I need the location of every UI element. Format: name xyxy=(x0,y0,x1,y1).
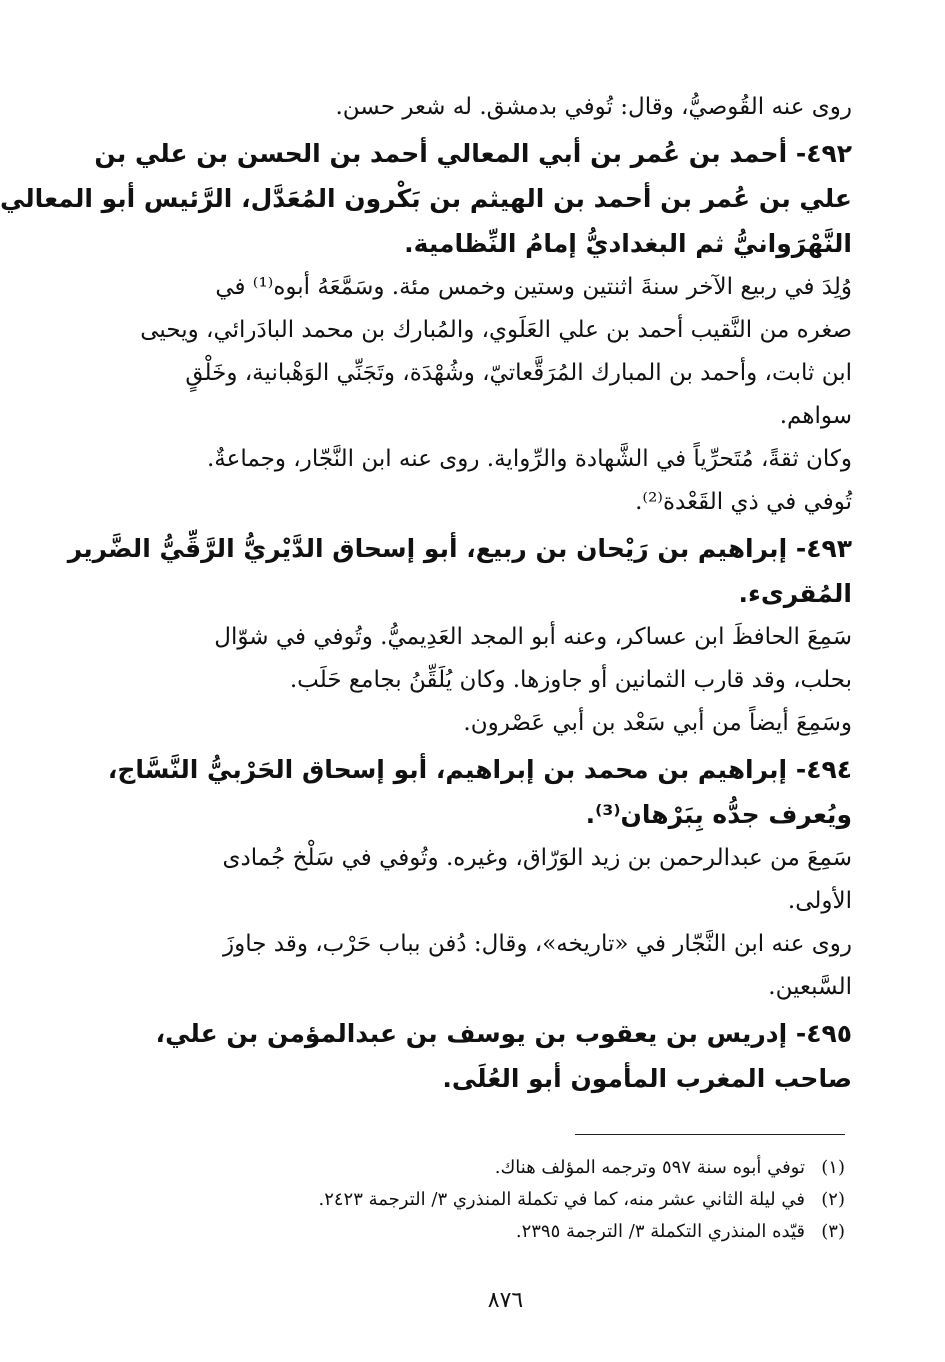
text-line: روى عنه القُوصيُّ، وقال: تُوفي بدمشق. له شعر حسن. xyxy=(335,94,852,120)
text-line: صغره من النَّقيب أحمد بن علي العَلَوي، والمُبارك بن محمد البادَرائي، ويحيى xyxy=(140,317,852,343)
footnote-text: في ليلة الثاني عشر منه، كما في تكملة المنذري ٣/ الترجمة ٢٤٢٣. xyxy=(318,1189,805,1210)
heading-line: ٤٩٣- إبراهيم بن رَيْحان بن ربيع، أبو إسحاق الدَّيْريُّ الرَّقِّيُّ الضَّرير xyxy=(67,534,852,563)
footnote xyxy=(205,1184,845,1216)
heading-line: علي بن عُمر بن أحمد بن الهيثم بن بَكْرون المُعَدَّل، الرَّئيس أبو المعالي xyxy=(0,184,852,213)
footnote xyxy=(205,1216,845,1248)
heading-line: النَّهْرَوانيُّ ثم البغداديُّ إمامُ النِّظامية. xyxy=(404,229,852,258)
text-line: روى عنه ابن النَّجّار في «تاريخه»، وقال: دُفن بباب حَرْب، وقد جاوزَ xyxy=(223,931,852,957)
heading-line: المُقرىء. xyxy=(738,579,852,608)
paragraph-body xyxy=(100,616,852,702)
text-line: السَّبعين. xyxy=(768,974,852,1000)
paragraph-body xyxy=(100,837,852,923)
footnote-text: توفي أبوه سنة ٥٩٧ وترجمه المؤلف هناك. xyxy=(494,1157,805,1178)
heading-line: ٤٩٢- أحمد بن عُمر بن أبي المعالي أحمد بن الحسن بن علي بن xyxy=(94,139,852,168)
entry-heading-493 xyxy=(67,526,852,616)
page-number: ٨٧٦ xyxy=(487,1288,524,1313)
paragraph-body xyxy=(100,438,852,524)
heading-line: صاحب المغرب المأمون أبو العُلَى. xyxy=(442,1064,852,1093)
text-line: وسَمِعَ أيضاً من أبي سَعْد بن أبي عَصْرون. xyxy=(463,710,852,736)
footnote-marker: (١) xyxy=(821,1157,845,1178)
text-line: سَمِعَ الحافظَ ابن عساكر، وعنه أبو المجد العَدِيميُّ. وتُوفي في شوّال xyxy=(214,624,852,650)
entry-heading-492 xyxy=(0,131,852,266)
text-line: وكان ثقةً، مُتَحرِّياً في الشَّهادة والرِّواية. روى عنه ابن النَّجّار، وجماعةٌ. xyxy=(206,446,852,472)
entry-heading-495 xyxy=(100,1011,852,1101)
text-line: وُلِدَ في ربيع الآخر سنةَ اثنتين وستين وخمس مئة. وسَمَّعَهُ أبوه⁽¹⁾ في xyxy=(215,274,852,300)
paragraph-body xyxy=(100,702,852,745)
heading-line: ٤٩٥- إدريس بن يعقوب بن يوسف بن عبدالمؤمن بن علي، xyxy=(155,1019,852,1048)
footnote xyxy=(205,1152,845,1184)
footnote-text: قيّده المنذري التكملة ٣/ الترجمة ٢٣٩٥. xyxy=(515,1221,805,1242)
text-line: تُوفي في ذي القَعْدة⁽²⁾. xyxy=(635,489,852,515)
text-line: ابن ثابت، وأحمد بن المبارك المُرَقَّعاتيّ، وشُهْدَة، وتَجَنِّي الوَهْبانية، وخَلْقٍ xyxy=(185,360,852,386)
text-line: بحلب، وقد قارب الثمانين أو جاوزها. وكان يُلَقِّنُ بجامع حَلَب. xyxy=(289,667,852,693)
paragraph-body xyxy=(100,923,852,1009)
text-line: الأولى. xyxy=(787,888,852,914)
footnote-divider xyxy=(575,1134,845,1135)
footnote-marker: (٢) xyxy=(821,1189,845,1210)
footnotes xyxy=(205,1152,845,1248)
footnote-marker: (٣) xyxy=(821,1221,845,1242)
page-body xyxy=(0,86,852,1101)
heading-line: ويُعرف جدُّه بِبَرْهان⁽³⁾. xyxy=(585,800,852,829)
heading-line: ٤٩٤- إبراهيم بن محمد بن إبراهيم، أبو إسحاق الحَرْبيُّ النَّسَّاج، xyxy=(107,755,852,784)
paragraph-body xyxy=(100,86,852,129)
text-line: سَمِعَ من عبدالرحمن بن زيد الوَرّاق، وغيره. وتُوفي في سَلْخ جُمادى xyxy=(222,845,852,871)
text-line: سواهم. xyxy=(779,403,852,429)
paragraph-body xyxy=(100,266,852,438)
entry-heading-494 xyxy=(100,747,852,837)
